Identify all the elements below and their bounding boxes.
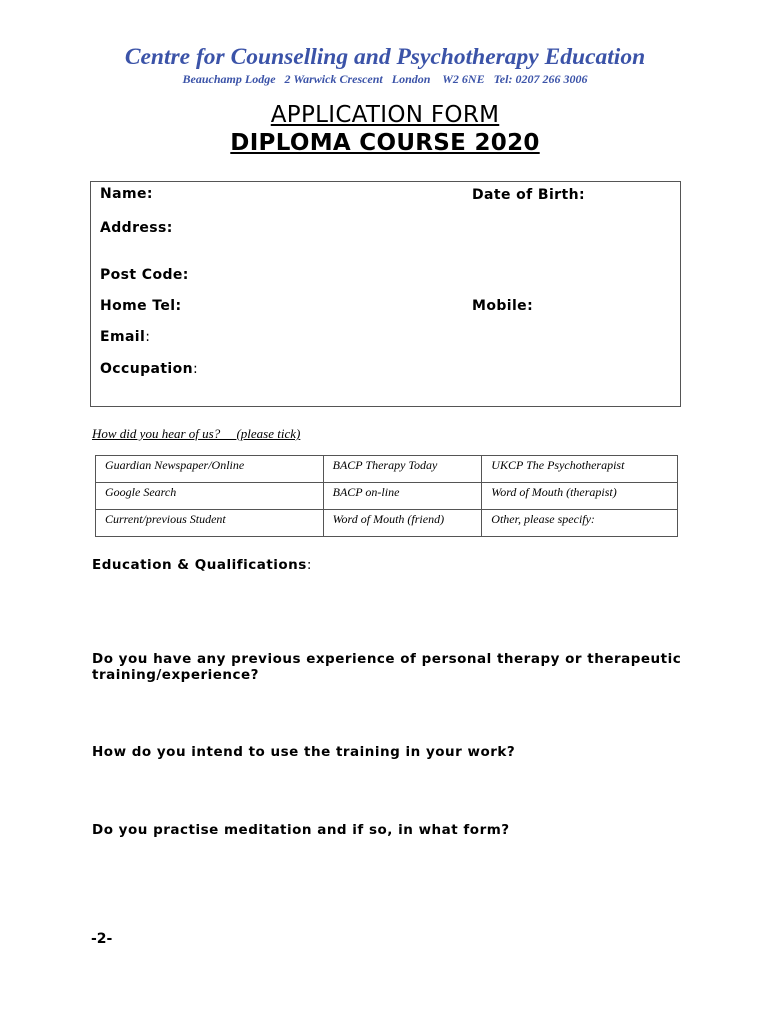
- referral-option[interactable]: Google Search: [96, 483, 324, 510]
- referral-option[interactable]: Word of Mouth (therapist): [482, 483, 678, 510]
- experience-question-line2: training/experience?: [92, 667, 260, 683]
- occupation-label-text: Occupation: [100, 361, 194, 377]
- education-question: [92, 557, 312, 573]
- postcode-label: Post Code:: [100, 267, 189, 283]
- organization-name: Centre for Counselling and Psychotherapy Education: [124, 44, 646, 70]
- training-use-question: How do you intend to use the training in your work?: [92, 744, 516, 760]
- email-label-colon: :: [145, 329, 151, 345]
- education-question-colon: :: [306, 557, 312, 573]
- occupation-label-colon: :: [193, 361, 199, 377]
- referral-option[interactable]: Current/previous Student: [96, 510, 324, 537]
- home-tel-label: Home Tel:: [100, 298, 182, 314]
- table-row: [96, 483, 678, 510]
- meditation-question: Do you practise meditation and if so, in what form?: [92, 822, 510, 838]
- course-title: DIPLOMA COURSE 2020: [230, 130, 540, 156]
- referral-option[interactable]: Other, please specify:: [482, 510, 678, 537]
- email-label: [100, 329, 150, 345]
- address-label: Address:: [100, 220, 173, 236]
- name-label: Name:: [100, 186, 153, 202]
- table-row: [96, 456, 678, 483]
- referral-option[interactable]: BACP Therapy Today: [323, 456, 482, 483]
- referral-question: How did you hear of us? (please tick): [92, 426, 301, 441]
- education-question-text: Education & Qualifications: [92, 557, 307, 573]
- mobile-label: Mobile:: [472, 298, 534, 314]
- referral-option[interactable]: Guardian Newspaper/Online: [96, 456, 324, 483]
- form-title: APPLICATION FORM: [270, 102, 500, 128]
- referral-option[interactable]: UKCP The Psychotherapist: [482, 456, 678, 483]
- referral-options-table: [95, 455, 678, 537]
- dob-label: Date of Birth:: [472, 187, 585, 203]
- experience-question-line1: Do you have any previous experience of personal therapy or therapeutic: [92, 651, 682, 667]
- table-row: [96, 510, 678, 537]
- referral-option[interactable]: Word of Mouth (friend): [323, 510, 482, 537]
- referral-option[interactable]: BACP on-line: [323, 483, 482, 510]
- organization-address: Beauchamp Lodge 2 Warwick Crescent London W2 6NE Tel: 0207 266 3006: [182, 72, 588, 86]
- occupation-label: [100, 361, 198, 377]
- email-label-text: Email: [100, 329, 146, 345]
- page-number: -2-: [91, 931, 113, 947]
